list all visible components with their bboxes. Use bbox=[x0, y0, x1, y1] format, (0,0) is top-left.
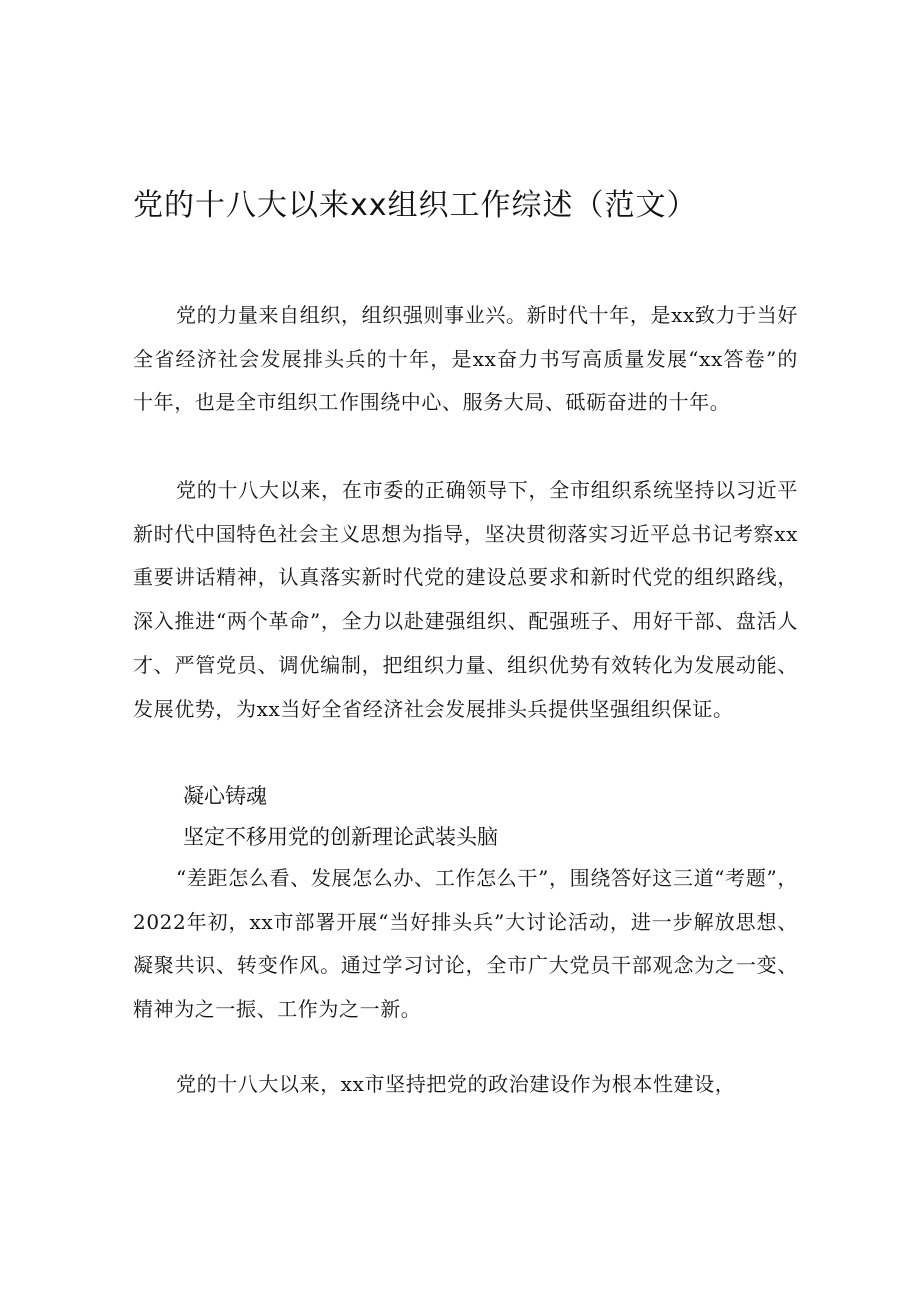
section-heading: 凝心铸魂 bbox=[183, 784, 267, 808]
section-subheading: 坚定不移用党的创新理论武装头脑 bbox=[183, 825, 498, 849]
document-title: 党的十八大以来xx组织工作综述（范文） bbox=[133, 188, 698, 223]
paragraph-discussion: “差距怎么看、发展怎么办、工作怎么干”，围绕答好这三道“考题”，2022年初，xx市部署开展“当好排头兵”大讨论活动，进一步解放思想、凝聚共识、转变作风。通过学习讨论，全市广大党员干部观念为之一变、精神为之一振、工作为之一新。 bbox=[133, 866, 798, 1022]
paragraph-political-building: 党的十八大以来，xx市坚持把党的政治建设作为根本性建设， bbox=[176, 1072, 736, 1096]
paragraph-overview: 党的十八大以来，在市委的正确领导下，全市组织系统坚持以习近平新时代中国特色社会主义思想为指导，坚决贯彻落实习近平总书记考察xx重要讲话精神，认真落实新时代党的建设总要求和新时代党的组织路线，深入推进“两个革命”，全力以赴建强组织、配强班子、用好干部、盘活人才、严管党员、调优编制，把组织力量、组织优势有效转化为发展动能、发展优势，为xx当好全省经济社会发展排头兵提供坚强组织保证。 bbox=[133, 478, 798, 721]
paragraph-intro: 党的力量来自组织，组织强则事业兴。新时代十年，是xx致力于当好全省经济社会发展排头兵的十年，是xx奋力书写高质量发展“xx答卷”的十年，也是全市组织工作围绕中心、服务大局、砥砺奋进的十年。 bbox=[133, 303, 798, 415]
